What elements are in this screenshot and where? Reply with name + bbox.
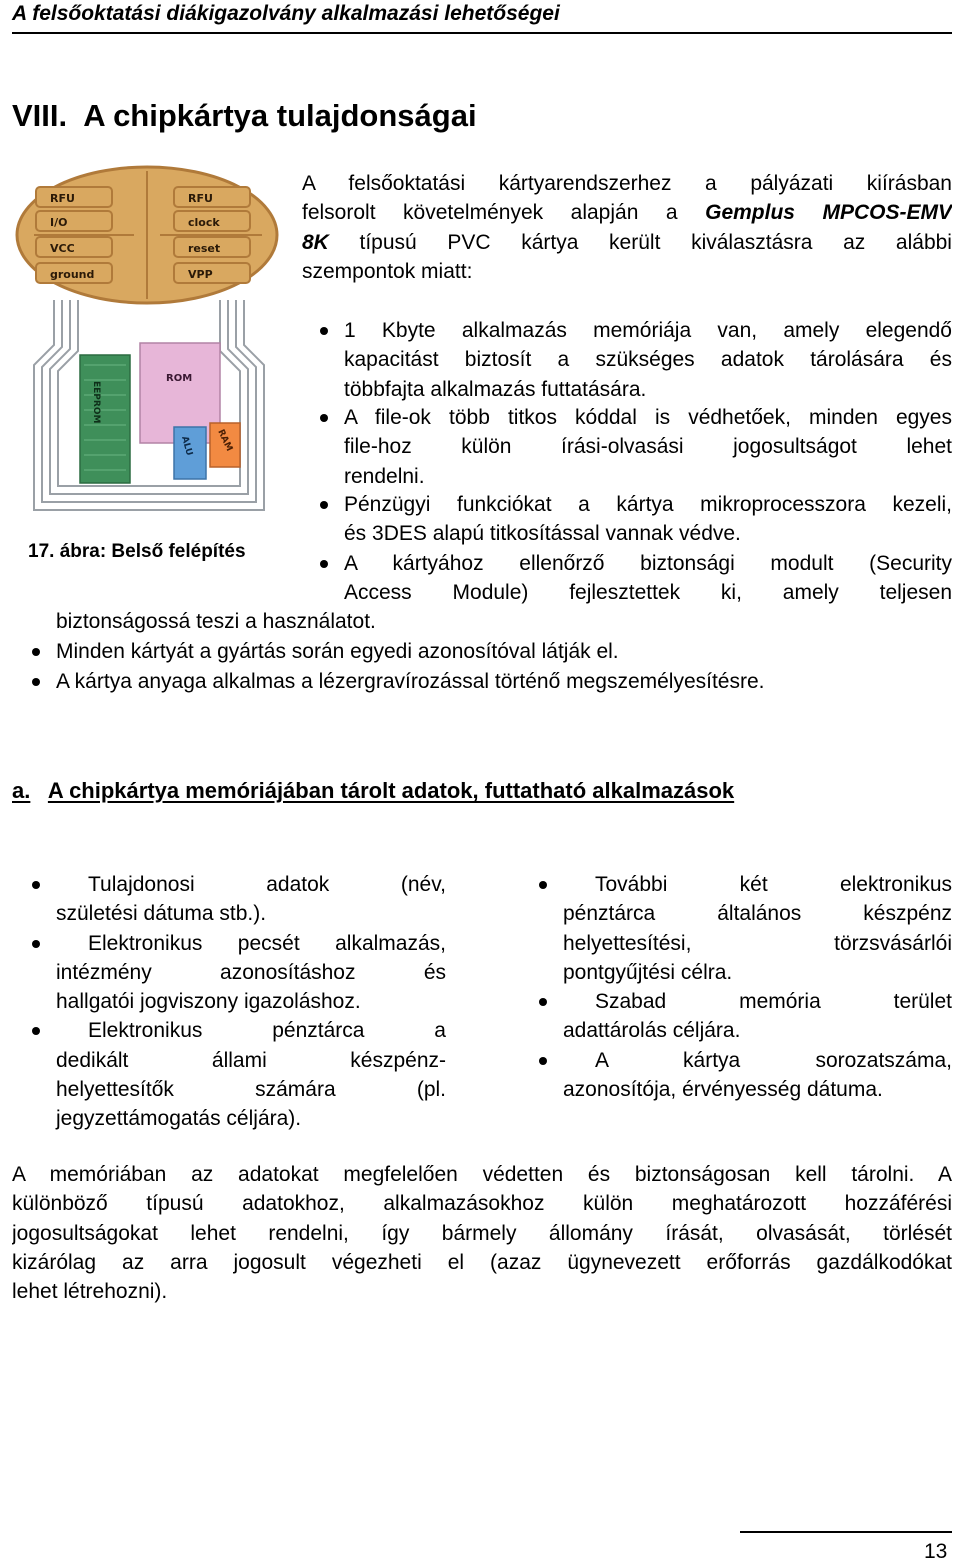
right-pad [174,237,250,257]
left-pad [36,211,112,231]
list-item [56,637,952,666]
chapter-title-text: A chipkártya tulajdonságai [83,98,477,133]
list-item-line: intézmény azonosításhoz és [56,960,446,984]
bullet-icon [320,560,328,568]
list-item-line: helyettesítők számára (pl. [56,1078,446,1102]
product-variant: 8K [302,230,329,254]
right-pad [174,263,250,283]
section-label: a. [12,778,31,803]
list-item-line: Elektronikus pecsét alkalmazás, [88,931,446,955]
chip-figure [14,165,280,525]
list-item [56,929,446,1017]
bullet-icon [539,881,547,889]
bullet-icon [32,881,40,889]
list-item-line: Pénzügyi funkciókat a kártya mikroprocesszora kezeli, [344,493,952,516]
list-item-line: helyettesítési, törzsvásárlói [563,931,952,955]
left-pad-label: ground [50,268,95,281]
list-item-line: pontgyűjtési célra. [563,960,733,984]
closing-paragraph [12,1160,952,1306]
intro-paragraph [302,169,952,286]
list-item [344,403,952,491]
list-item-line: és 3DES alapú titkosítással vannak védve. [344,522,741,546]
block-eeprom [80,355,130,483]
right-column-list [563,870,952,1104]
list-item-line: Szabad memória terület [595,990,952,1014]
left-pad [36,263,112,283]
list-item-line: biztonságossá teszi a használatot. [56,610,376,633]
section-title: A chipkártya memóriájában tárolt adatok, futtatható alkalmazások [47,778,735,803]
closing-line: A memóriában az adatokat megfelelően védetten és biztonságosan kell tárolni. A [12,1163,952,1186]
list-item-line: Minden kártyát a gyártás során egyedi azonosítóval látják el. [56,640,619,663]
list-item [56,667,952,696]
left-pad [36,237,112,257]
left-column-list [56,870,446,1134]
right-pad [174,211,250,231]
list-item-line: adattárolás céljára. [563,1019,741,1043]
block-alu [174,427,206,479]
closing-line: különböző típusú adatokhoz, alkalmazásokhoz külön meghatározott hozzáférési [12,1192,952,1216]
bullet-icon [32,1027,40,1035]
list-item-line: pénztárca általános készpénz [563,902,952,926]
left-pad-label: I/O [50,216,68,229]
left-pad [36,187,112,207]
list-item-line: rendelni. [344,464,425,488]
list-item-line: azonosítója, érvényesség dátuma. [563,1078,883,1102]
list-item-line: A kártya sorozatszáma, [595,1048,952,1072]
list-item-line: Tulajdonosi adatok (név, [88,873,446,896]
list-item-line: 1 Kbyte alkalmazás memóriája van, amely elegendő [344,319,952,342]
list-item-line: A kártya anyaga alkalmas a lézergravírozással történő megszemélyesítésre. [56,670,765,693]
list-item [563,987,952,1046]
block-rom-label: ROM [166,373,193,384]
list-item-line: A file-ok több titkos kóddal is védhetőek, minden egyes [344,406,952,429]
bullet-icon [320,414,328,422]
right-pad-label: reset [188,242,221,255]
right-pad-label: RFU [188,192,213,205]
block-ram [210,423,240,467]
list-item-line: További két elektronikus [595,873,952,896]
bullet-icon [320,501,328,509]
list-item-line: Access Module) fejlesztettek ki, amely teljesen [344,581,952,605]
list-item-line: jegyzettámogatás céljára). [56,1107,302,1131]
closing-line: kizárólag az arra jogosult végezheti el (azaz ügynevezett erőforrás gazdálkodókat [12,1250,952,1274]
right-pad-label: VPP [188,268,213,281]
list-item-line: többfajta alkalmazás futtatására. [344,377,647,401]
closing-line: jogosultságokat lehet rendelni, így bármely állomány írását, olvasását, törlését [12,1221,952,1245]
list-item-line: dedikált állami készpénz- [56,1048,446,1072]
running-header [12,0,952,34]
intro-line [302,198,952,227]
page-number: 13 [924,1540,948,1563]
bullet-icon [32,678,40,686]
list-item [563,1046,952,1105]
figure-caption: 17. ábra: Belső felépítés [28,541,246,562]
bullet-icon [32,940,40,948]
intro-line: A felsőoktatási kártyarendszerhez a pályázati kiírásban [302,172,952,195]
intro-line-text: felsorolt követelmények alapján a [302,201,678,225]
intro-line: szempontok miatt: [302,259,473,283]
right-pad [174,187,250,207]
block-ram-label: RAM [215,428,235,453]
bullet-icon [539,998,547,1006]
list-item [56,607,952,636]
running-header-title: A felsőoktatási diákigazolvány alkalmazási lehetőségei [12,2,560,25]
list-item [344,549,952,608]
intro-line-text: típusú PVC kártya került kiválasztásra az alábbi [359,230,952,254]
product-name: Gemplus MPCOS-EMV [705,201,952,225]
list-item-line: születési dátuma stb.). [56,902,267,926]
section-heading [12,776,734,806]
list-item-line: kapacitást biztosít a szükséges adatok tárolására és [344,348,952,372]
left-pad-label: VCC [50,242,75,255]
bullet-icon [539,1057,547,1065]
block-eeprom-label: EEPROM [91,381,101,424]
list-item [56,870,446,929]
right-pad-label: clock [188,216,220,229]
block-alu-label: ALU [179,435,194,457]
list-item [56,1016,446,1133]
list-item [344,490,952,549]
left-pad-label: RFU [50,192,75,205]
list-item-line: hallgatói jogviszony igazoláshoz. [56,990,361,1014]
list-item-line: Elektronikus pénztárca a [88,1019,446,1043]
list-item [563,870,952,987]
closing-line: lehet létrehozni). [12,1280,168,1304]
footer-rule [740,1531,952,1533]
chapter-title [12,96,477,136]
list-item-line: A kártyához ellenőrző biztonsági modult (Security [344,552,952,575]
intro-line [302,228,952,257]
chapter-number: VIII. [12,98,68,133]
list-item-line: file-hoz külön írási-olvasási jogosultságot lehet [344,435,952,459]
bullet-icon [320,327,328,335]
list-item [344,316,952,404]
bullet-icon [32,648,40,656]
